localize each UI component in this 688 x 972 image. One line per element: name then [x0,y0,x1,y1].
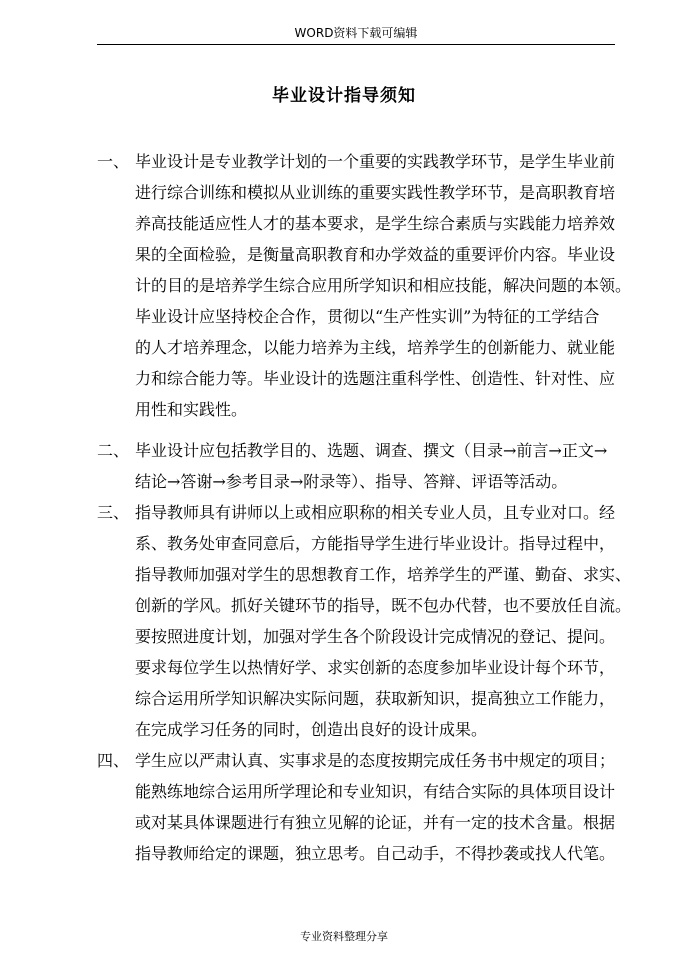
paragraph-line: 力和综合能力等。毕业设计的选题注重科学性、创造性、针对性、应 [135,369,616,388]
paragraph-line: 结论→答谢→参考目录→附录等）、指导、答辩、评语等活动。 [135,472,568,491]
paragraph-line: 用性和实践性。 [135,400,248,419]
paragraph-line: 创新的学风。抓好关键环节的指导，既不包办代替，也不要放任自流。 [135,596,632,615]
paragraph-line: 计的目的是培养学生综合应用所学知识和相应技能，解决问题的本领。 [135,276,632,295]
page-footer: 专业资料整理分享 [300,930,388,943]
section-number: 二、 [97,441,130,460]
page-header: WORD资料下载可编辑 [97,26,615,45]
paragraph-line: 或对某具体课题进行有独立见解的论证，并有一定的技术含量。根据 [135,813,616,832]
paragraph-line: 能熟练地综合运用所学理论和专业知识，有结合实际的具体项目设计 [135,782,616,801]
paragraph-line: 毕业设计应包括教学目的、选题、调查、撰文（目录→前言→正文→ [135,441,608,460]
paragraph-line: 指导教师给定的课题，独立思考。自己动手，不得抄袭或找人代笔。 [135,844,616,863]
paragraph-line: 要按照进度计划，加强对学生各个阶段设计完成情况的登记、提问。 [135,627,616,646]
paragraph-line: 要求每位学生以热情好学、求实创新的态度参加毕业设计每个环节， [135,658,616,677]
paragraph-line: 毕业设计应坚持校企合作，贯彻以“生产性实训”为特征的工学结合 [135,307,600,326]
section-number: 四、 [97,751,130,770]
paragraph-line: 养高技能适应性人才的基本要求，是学生综合素质与实践能力培养效 [135,214,616,233]
paragraph-line: 果的全面检验，是衡量高职教育和办学效益的重要评价内容。毕业设 [135,245,616,264]
document-title: 毕业设计指导须知 [272,86,416,106]
paragraph-line: 的人才培养理念，以能力培养为主线，培养学生的创新能力、就业能 [135,338,616,357]
paragraph-line: 系、教务处审查同意后，方能指导学生进行毕业设计。指导过程中， [135,534,616,553]
section-number: 一、 [97,152,130,171]
paragraph-line: 综合运用所学知识解决实际问题，获取新知识，提高独立工作能力， [135,689,616,708]
paragraph-line: 指导教师加强对学生的思想教育工作，培养学生的严谨、勤奋、求实、 [135,565,632,584]
paragraph-line: 在完成学习任务的同时，创造出良好的设计成果。 [135,720,488,739]
paragraph-line: 毕业设计是专业教学计划的一个重要的实践教学环节，是学生毕业前 [135,152,616,171]
paragraph-line: 学生应以严肃认真、实事求是的态度按期完成任务书中规定的项目； [135,751,616,770]
section-number: 三、 [97,503,130,522]
paragraph-line: 进行综合训练和模拟从业训练的重要实践性教学环节，是高职教育培 [135,183,616,202]
paragraph-line: 指导教师具有讲师以上或相应职称的相关专业人员，且专业对口。经 [135,503,616,522]
